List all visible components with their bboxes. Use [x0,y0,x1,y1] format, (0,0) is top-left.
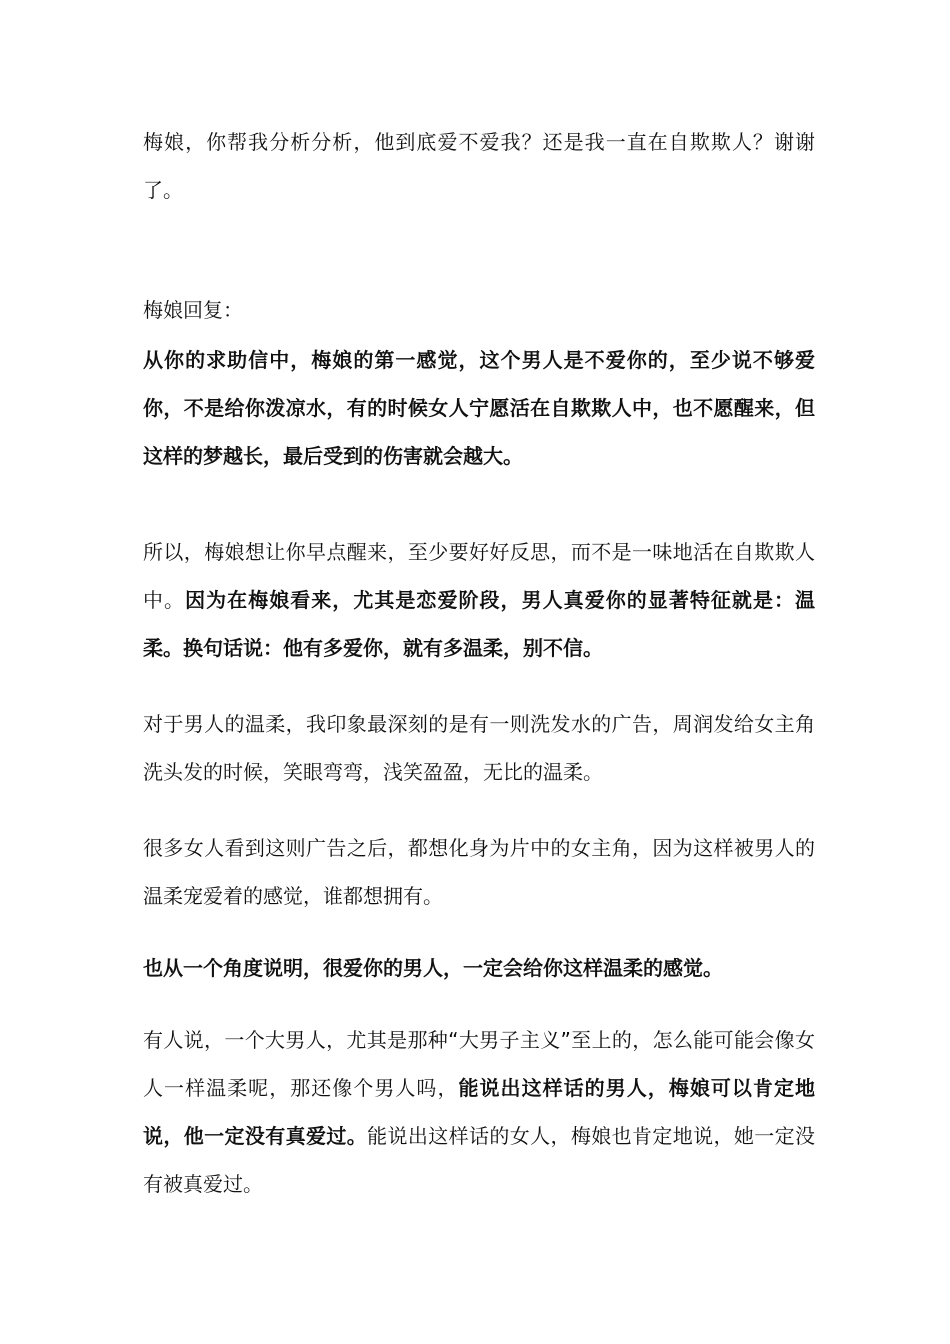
paragraph-macho-argument [143,1016,815,1208]
reply-heading-text: 梅娘回复： [143,298,243,322]
shampoo-ad-text: 对于男人的温柔，我印象最深刻的是有一则洗发水的广告，周润发给女主角洗头发的时候，笑眼弯弯，浅笑盈盈，无比的温柔。 [143,712,815,784]
first-impression-text: 从你的求助信中，梅娘的第一感觉，这个男人是不爱你的，至少说不够爱你，不是给你泼凉水，有的时候女人宁愿活在自欺欺人中，也不愿醒来，但这样的梦越长，最后受到的伤害就会越大。 [143,348,815,468]
macho-argument-text: 有人说，一个大男人，尤其是那种“大男子主义”至上的，怎么能可能会像女人一样温柔呢，那还像个男人吗， [143,1028,815,1100]
macho-argument-closing: 能说出这样话的女人，梅娘也肯定地说，她一定没有被真爱过。 [143,1124,815,1196]
paragraph-conclusion [143,944,815,992]
wake-up-text: 所以，梅娘想让你早点醒来，至少要好好反思，而不是一味地活在自欺欺人中。 [143,540,815,612]
macho-argument-emphasis: 能说出这样话的男人，梅娘可以肯定地说，他一定没有真爱过。 [143,1076,816,1148]
paragraph-women-wish [143,824,815,920]
paragraph-reply-heading [143,286,815,334]
paragraph-wake-up [143,528,815,672]
conclusion-text: 也从一个角度说明，很爱你的男人，一定会给你这样温柔的感觉。 [143,956,723,980]
paragraph-question [143,118,815,214]
paragraph-shampoo-ad [143,700,815,796]
question-text: 梅娘，你帮我分析分析，他到底爱不爱我？还是我一直在自欺欺人？谢谢了。 [143,130,815,202]
wake-up-emphasis: 因为在梅娘看来，尤其是恋爱阶段，男人真爱你的显著特征就是：温柔。换句话说：他有多爱你，就有多温柔，别不信。 [143,588,816,660]
women-wish-text: 很多女人看到这则广告之后，都想化身为片中的女主角，因为这样被男人的温柔宠爱着的感觉，谁都想拥有。 [143,836,815,908]
paragraph-first-impression [143,336,815,480]
